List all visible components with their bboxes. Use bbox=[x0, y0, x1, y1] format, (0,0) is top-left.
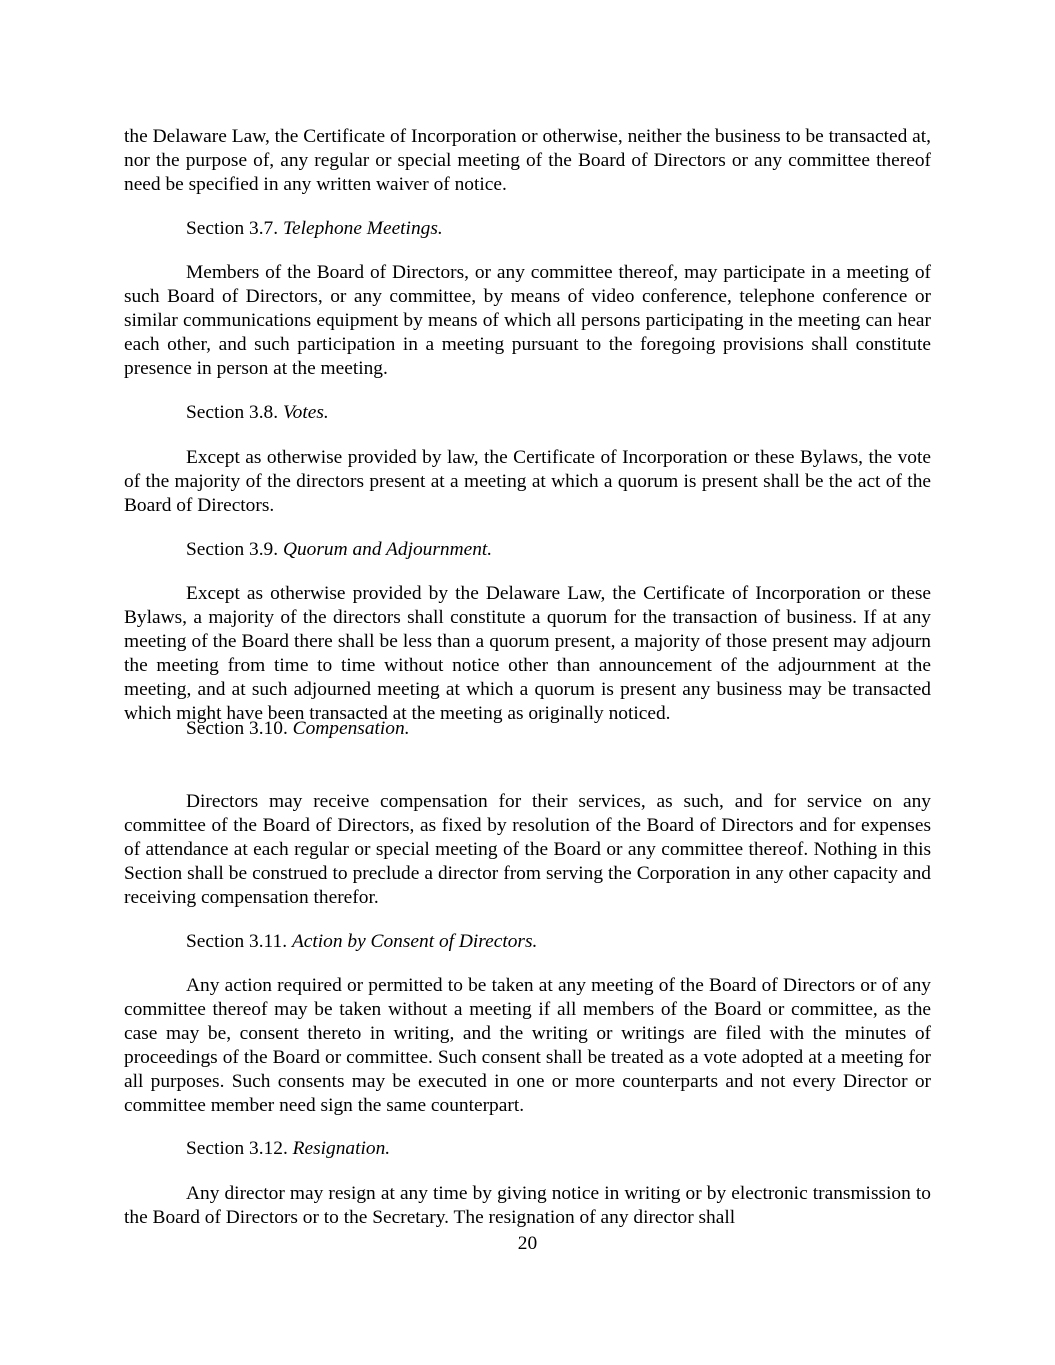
section-body: Except as otherwise provided by the Delaware Law, the Certificate of Incorporation or these Bylaws, a majority of the directors shall constitute a quorum for the transaction of business. If at any meeting of the Board there shall be less than a quorum present, a majority of those present may adjourn the meeting from time to time without notice other than announcement of the adjournment at the meeting, and at such adjourned meeting at which a quorum is present any business may be transacted which might have been transacted at the meeting as originally noticed. bbox=[124, 583, 931, 724]
section-3-7-body-block bbox=[124, 261, 931, 381]
section-title: Action by Consent of Directors. bbox=[291, 931, 538, 952]
section-heading bbox=[124, 930, 931, 954]
section-body: Members of the Board of Directors, or any committee thereof, may participate in a meeting of such Board of Directors, or any committee, by means of video conference, telephone conference or similar communications equipment by means of which all persons participating in the meeting can hear each other, and such participation in a meeting pursuant to the foregoing provisions shall constitute presence in person at the meeting. bbox=[124, 262, 931, 379]
section-number: Section 3.8. bbox=[186, 402, 279, 423]
section-number: Section 3.10. bbox=[186, 718, 288, 739]
section-number: Section 3.9. bbox=[186, 539, 279, 560]
section-heading bbox=[124, 401, 931, 425]
section-3-10-heading-block bbox=[124, 717, 931, 741]
section-number: Section 3.12. bbox=[186, 1138, 288, 1159]
section-3-10-body-block bbox=[124, 790, 931, 910]
section-heading bbox=[124, 1137, 931, 1161]
section-number: Section 3.7. bbox=[186, 218, 279, 239]
section-3-8-heading-block bbox=[124, 401, 931, 425]
opening-paragraph-block bbox=[124, 125, 931, 197]
section-title: Telephone Meetings. bbox=[282, 218, 443, 239]
section-3-7-heading-block bbox=[124, 217, 931, 241]
section-3-11-heading-block bbox=[124, 930, 931, 954]
section-body: Except as otherwise provided by law, the Certificate of Incorporation or these Bylaws, the vote of the majority of the directors present at a meeting at which a quorum is present shall be the act of the Board of Directors. bbox=[124, 447, 931, 516]
section-number: Section 3.11. bbox=[186, 931, 288, 952]
section-body: Any director may resign at any time by giving notice in writing or by electronic transmission to the Board of Directors or to the Secretary. The resignation of any director shall bbox=[124, 1183, 931, 1228]
section-body: Any action required or permitted to be taken at any meeting of the Board of Directors or of any committee thereof may be taken without a meeting if all members of the Board or committee, as the case may be, consent thereto in writing, and the writing or writings are filed with the minutes of proceedings of the Board or committee. Such consent shall be treated as a vote adopted at a meeting for all purposes. Such consents may be executed in one or more counterparts and not every Director or committee member need sign the same counterpart. bbox=[124, 975, 931, 1116]
opening-paragraph: the Delaware Law, the Certificate of Incorporation or otherwise, neither the business to be transacted at, nor the purpose of, any regular or special meeting of the Board of Directors or any committee thereof need be specified in any written waiver of notice. bbox=[124, 126, 931, 195]
section-title: Quorum and Adjournment. bbox=[282, 539, 493, 560]
section-3-9-body-block bbox=[124, 582, 931, 726]
section-title: Compensation. bbox=[292, 718, 410, 739]
section-3-12-heading-block bbox=[124, 1137, 931, 1161]
section-3-12-body-block bbox=[124, 1182, 931, 1230]
section-heading bbox=[124, 217, 931, 241]
section-3-9-heading-block bbox=[124, 538, 931, 562]
section-heading bbox=[124, 717, 931, 741]
section-title: Resignation. bbox=[292, 1138, 391, 1159]
section-heading bbox=[124, 538, 931, 562]
section-3-11-body-block bbox=[124, 974, 931, 1118]
section-title: Votes. bbox=[282, 402, 329, 423]
section-body: Directors may receive compensation for their services, as such, and for service on any committee of the Board of Directors, as fixed by resolution of the Board of Directors and for expenses of attendance at each regular or special meeting of the Board or any committee thereof. Nothing in this Section shall be construed to preclude a director from serving the Corporation in any other capacity and receiving compensation therefor. bbox=[124, 791, 931, 908]
page-number: 20 bbox=[517, 1233, 538, 1254]
section-3-8-body-block bbox=[124, 446, 931, 518]
